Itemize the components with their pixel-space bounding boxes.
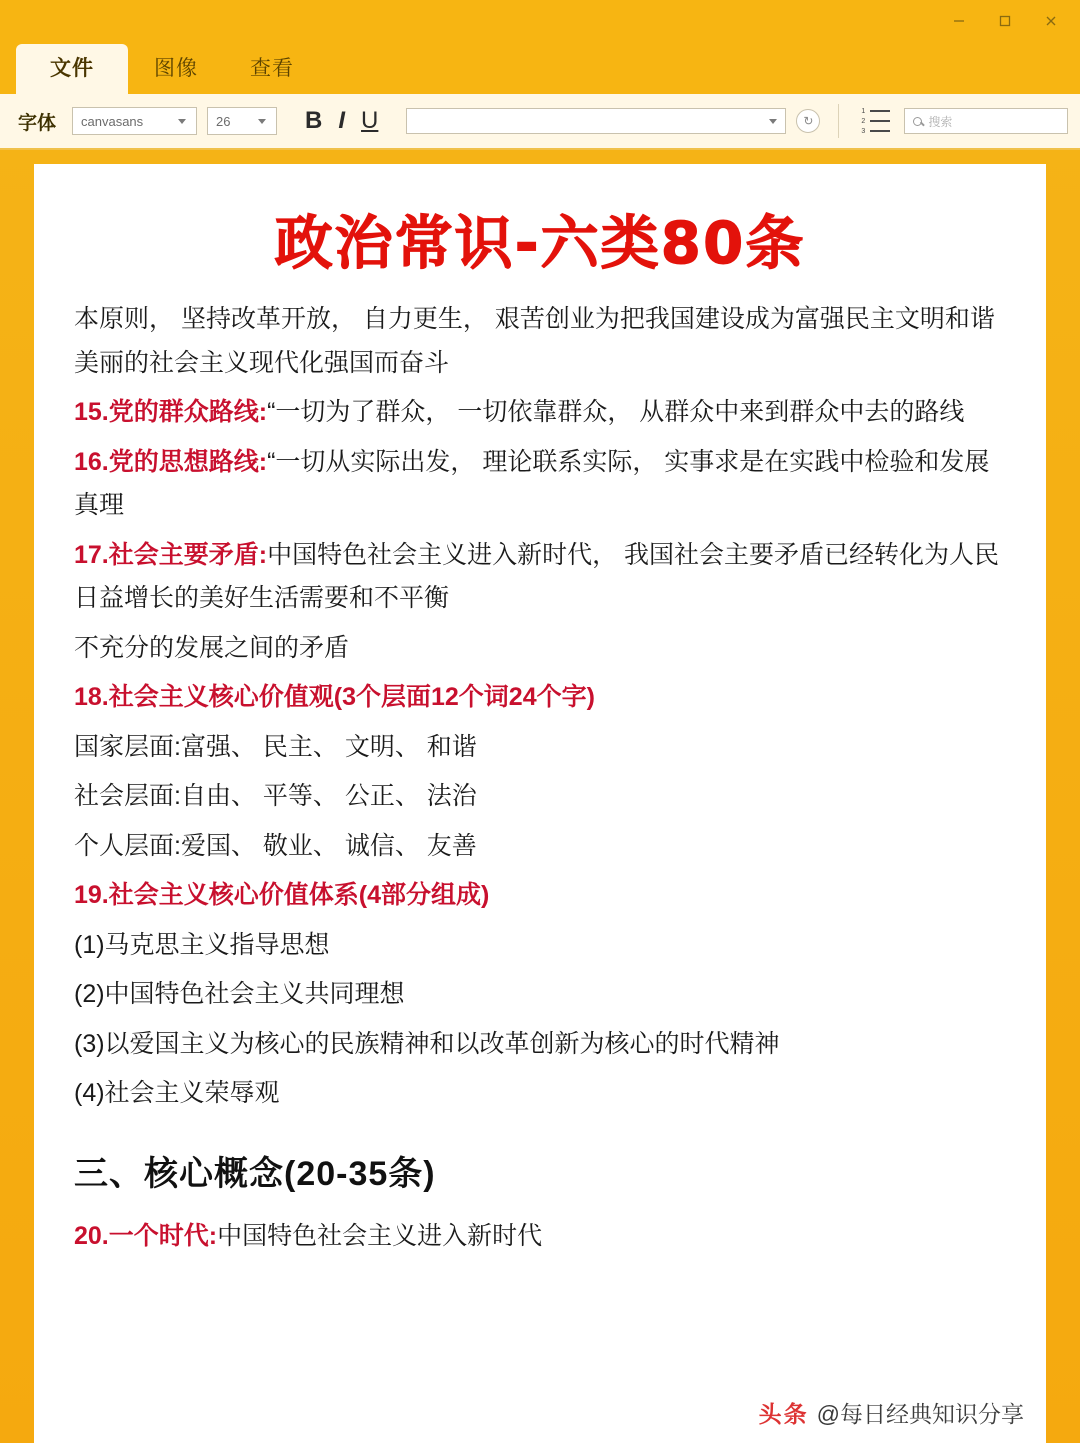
menu-item-file[interactable]: 文件 xyxy=(16,44,128,94)
item-text: 中国特色社会主义进入新时代 xyxy=(217,1221,543,1250)
document-canvas xyxy=(0,150,1080,1443)
numbered-list-icon[interactable]: 1 2 3 xyxy=(857,108,894,135)
chevron-down-icon xyxy=(178,119,186,124)
text-style-group xyxy=(287,107,396,135)
underline-button[interactable]: U xyxy=(361,107,379,134)
font-size-value: 26 xyxy=(216,113,231,129)
style-combo[interactable] xyxy=(406,108,786,134)
item-heading: 15.党的群众路线: xyxy=(74,398,268,426)
section-heading: 三、核心概念(20-35条) xyxy=(74,1154,436,1193)
chevron-down-icon xyxy=(258,119,266,124)
close-icon[interactable] xyxy=(1028,6,1074,36)
paragraph: 个人层面:爱国、 敬业、 诚信、 友善 xyxy=(74,831,477,860)
chevron-down-icon xyxy=(769,119,777,124)
toolbar-divider xyxy=(838,104,839,138)
menu-item-image[interactable]: 图像 xyxy=(154,57,198,80)
paragraph: (1)马克思主义指导思想 xyxy=(74,930,330,959)
search-input[interactable] xyxy=(904,108,1068,134)
font-family-select[interactable] xyxy=(72,107,197,135)
paragraph: 不充分的发展之间的矛盾 xyxy=(74,633,350,662)
paragraph xyxy=(74,441,1006,528)
format-toolbar xyxy=(0,94,1080,150)
item-text: 中国特色社会主义进入新时代， 我国社会主要矛盾已经转化为人民日益增长的美好生活需要和不平衡 xyxy=(74,540,1000,612)
maximize-icon[interactable] xyxy=(982,6,1028,36)
item-heading: 19.社会主义核心价值体系(4部分组成) xyxy=(74,881,490,909)
minimize-icon[interactable] xyxy=(936,6,982,36)
item-text: “一切为了群众， 一切依靠群众， 从群众中来到群众中去的路线 xyxy=(267,398,965,426)
paragraph xyxy=(74,391,1006,435)
watermark-brand: 头条 xyxy=(758,1401,809,1427)
item-text: “一切从实际出发， 理论联系实际， 实事求是在实践中检验和发展真理 xyxy=(74,447,990,519)
paragraph: (2)中国特色社会主义共同理想 xyxy=(74,980,405,1008)
watermark xyxy=(759,1396,1024,1429)
menu-bar xyxy=(0,42,1080,94)
item-heading: 16.党的思想路线: xyxy=(74,447,268,476)
item-heading: 20.一个时代: xyxy=(74,1221,218,1250)
page-title: 政治常识-六类80条 xyxy=(274,209,806,277)
search-placeholder: 搜索 xyxy=(928,114,953,129)
search-icon xyxy=(913,117,922,126)
item-heading: 17.社会主要矛盾: xyxy=(74,540,268,569)
bold-button[interactable]: B xyxy=(305,107,323,134)
italic-button[interactable]: I xyxy=(338,107,346,134)
paragraph: (3)以爱国主义为核心的民族精神和以改革创新为核心的时代精神 xyxy=(74,1029,780,1058)
font-size-select[interactable] xyxy=(207,107,277,135)
document-page[interactable] xyxy=(34,164,1046,1443)
paragraph xyxy=(74,1215,1006,1259)
menu-item-view[interactable]: 查看 xyxy=(250,57,294,80)
paragraph: 国家层面:富强、 民主、 文明、 和谐 xyxy=(74,732,477,761)
paragraph: (4)社会主义荣辱观 xyxy=(74,1079,280,1107)
refresh-icon[interactable]: ↻ xyxy=(796,109,820,133)
paragraph: 本原则， 坚持改革开放， 自力更生， 艰苦创业为把我国建设成为富强民主文明和谐美丽的社会主义现代化强国而奋斗 xyxy=(74,305,995,377)
title-bar xyxy=(0,0,1080,42)
font-family-value: canvasans xyxy=(81,113,144,129)
item-heading: 18.社会主义核心价值观(3个层面12个词24个字) xyxy=(74,683,595,711)
watermark-account: @每日经典知识分享 xyxy=(816,1401,1024,1427)
font-label: 字体 xyxy=(18,112,57,134)
paragraph: 社会层面:自由、 平等、 公正、 法治 xyxy=(74,782,477,810)
paragraph xyxy=(74,534,1006,621)
